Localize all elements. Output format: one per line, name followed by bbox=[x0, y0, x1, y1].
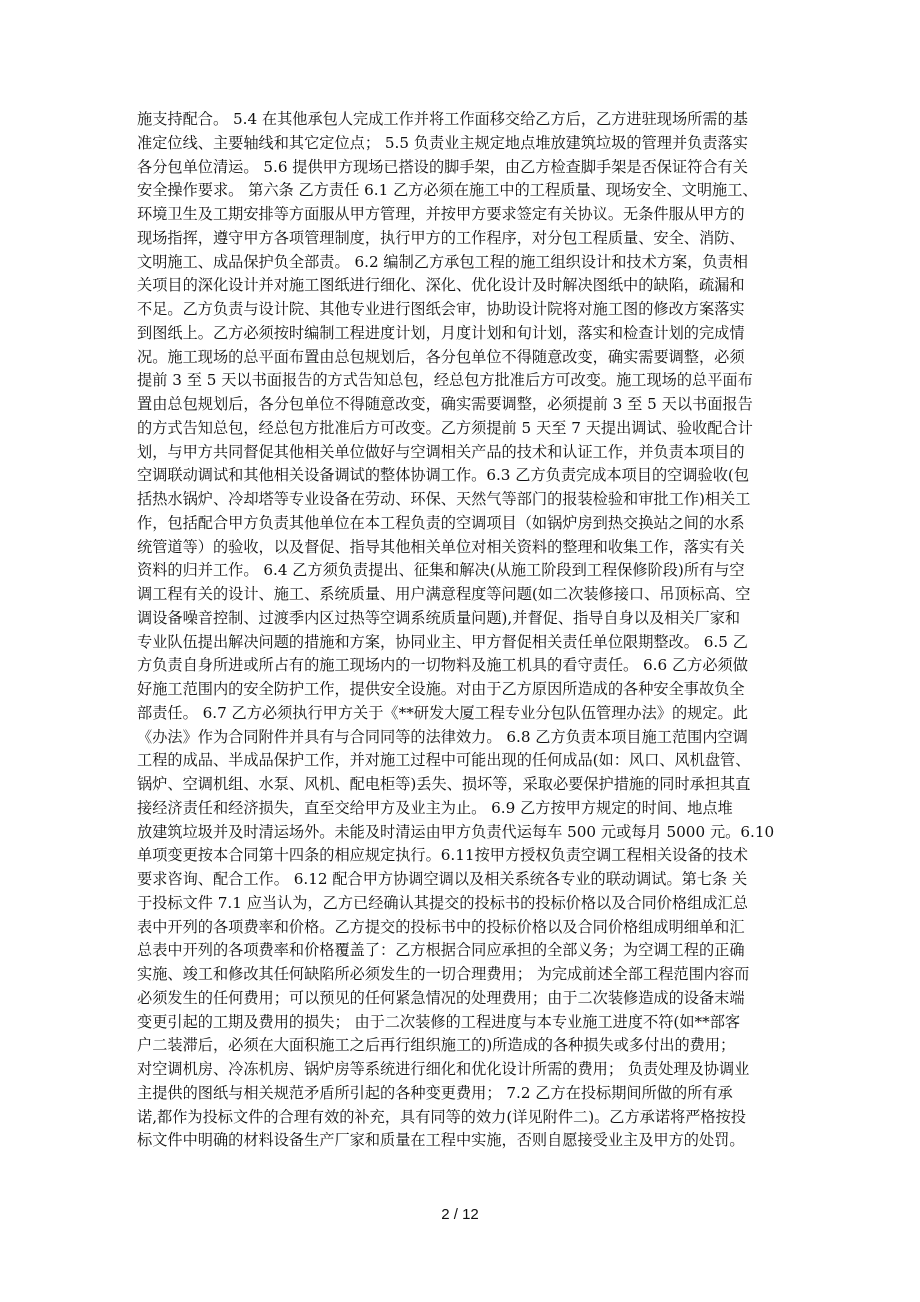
page-number: 2 / 12 bbox=[441, 1206, 479, 1223]
contract-body-text: 施支持配合。 5.4 在其他承包人完成工作并将工作面移交给乙方后，乙方进驻现场所需的基 准定位线、主要轴线和其它定位点； 5.5 负责业主规定地点堆放建筑垃圾的管理并负责落实 各分包单位清运。 5.6 提供甲方现场已搭设的脚手架，由乙方检查脚手架是否保证符合有关 安全操作要求。 第六条 乙方责任 6.1 乙方必须在施工中的工程质量、现场安全、文明施工、 环境卫生及工期安排等方面服从甲方管理，并按甲方要求签定有关协议。无条件服从甲方的 现场指挥，遵守甲方各项管理制度，执行甲方的工作程序，对分包工程质量、安全、消防、 文明施工、成品保护负全部责。 6.2 编制乙方承包工程的施工组织设计和技术方案，负责相 关项目的深化设计并对施工图纸进行细化、深化、优化设计及时解决图纸中的缺陷，疏漏和 不足。乙方负责与设计院、其他专业进行图纸会审，协助设计院将对施工图的修改方案落实 到图纸上。乙方必须按时编制工程进度计划，月度计划和旬计划，落实和检查计划的完成情 况。施工现场的总平面布置由总包规划后，各分包单位不得随意改变，确实需要调整，必须 提前 3 至 5 天以书面报告的方式告知总包，经总包方批准后方可改变。施工现场的总平面布 置由总包规划后，各分包单位不得随意改变，确实需要调整，必须提前 3 至 5 天以书面报告 的方式告知总包，经总包方批准后方可改变。乙方须提前 5 天至 7 天提出调试、验收配合计 划，与甲方共同督促其他相关单位做好与空调相关产品的技术和认证工作，并负责本项目的 空调联动调试和其他相关设备调试的整体协调工作。6.3 乙方负责完成本项目的空调验收(包 括热水锅炉、冷却塔等专业设备在劳动、环保、天然气等部门的报装检验和审批工作)相关工 作，包括配合甲方负责其他单位在本工程负责的空调项目（如锅炉房到热交换站之间的水系 统管道等）的验收，以及督促、指导其他相关单位对相关资料的整理和收集工作，落实有关 资料的归并工作。 6.4 乙方须负责提出、征集和解决(从施工阶段到工程保修阶段)所有与空 调工程有关的设计、施工、系统质量、用户满意程度等问题(如二次装修接口、吊顶标高、空 调设备噪音控制、过渡季内区过热等空调系统质量问题),并督促、指导自身以及相关厂家和 专业队伍提出解决问题的措施和方案，协同业主、甲方督促相关责任单位限期整改。 6.5 乙 方负责自身所进或所占有的施工现场内的一切物料及施工机具的看守责任。 6.6 乙方必须做 好施工范围内的安全防护工作，提供安全设施。对由于乙方原因所造成的各种安全事故负全 部责任。 6.7 乙方必须执行甲方关于《**研发大厦工程专业分包队伍管理办法》的规定。此 《办法》作为合同附件并具有与合同同等的法律效力。 6.8 乙方负责本项目施工范围内空调 工程的成品、半成品保护工作，并对施工过程中可能出现的任何成品(如：风口、风机盘管、 锅炉、空调机组、水泵、风机、配电柜等)丢失、损坏等，采取必要保护措施的同时承担其直 接经济责任和经济损失，直至交给甲方及业主为止。 6.9 乙方按甲方规定的时间、地点堆 放建筑垃圾并及时清运场外。未能及时清运由甲方负责代运每车 500 元或每月 5000 元。6.10 单项变更按本合同第十四条的相应规定执行。6.11按甲方授权负责空调工程相关设备的技术 要求咨询、配合工作。 6.12 配合甲方协调空调以及相关系统各专业的联动调试。第七条 关 于投标文件 7.1 应当认为，乙方已经确认其提交的投标书的投标价格以及合同价格组成汇总 表中开列的各项费率和价格。乙方提交的投标书中的投标价格以及合同价格组成明细单和汇 总表中开列的各项费率和价格覆盖了：乙方根据合同应承担的全部义务；为空调工程的正确 实施、竣工和修改其任何缺陷所必须发生的一切合理费用； 为完成前述全部工程范围内容而 必须发生的任何费用；可以预见的任何紧急情况的处理费用；由于二次装修造成的设备末端 变更引起的工期及费用的损失； 由于二次装修的工程进度与本专业施工进度不符(如**部客 户二装滞后，必须在大面积施工之后再行组织施工的)所造成的各种损失或多付出的费用； 对空调机房、冷冻机房、锅炉房等系统进行细化和优化设计所需的费用； 负责处理及协调业 主提供的图纸与相关规范矛盾所引起的各种变更费用； 7.2 乙方在投标期间所做的所有承 诺,都作为投标文件的合理有效的补充，具有同等的效力(详见附件二)。乙方承诺将严格按投 标文件中明确的材料设备生产厂家和质量在工程中实施，否则自愿接受业主及甲方的处罚。 bbox=[137, 110, 775, 1150]
